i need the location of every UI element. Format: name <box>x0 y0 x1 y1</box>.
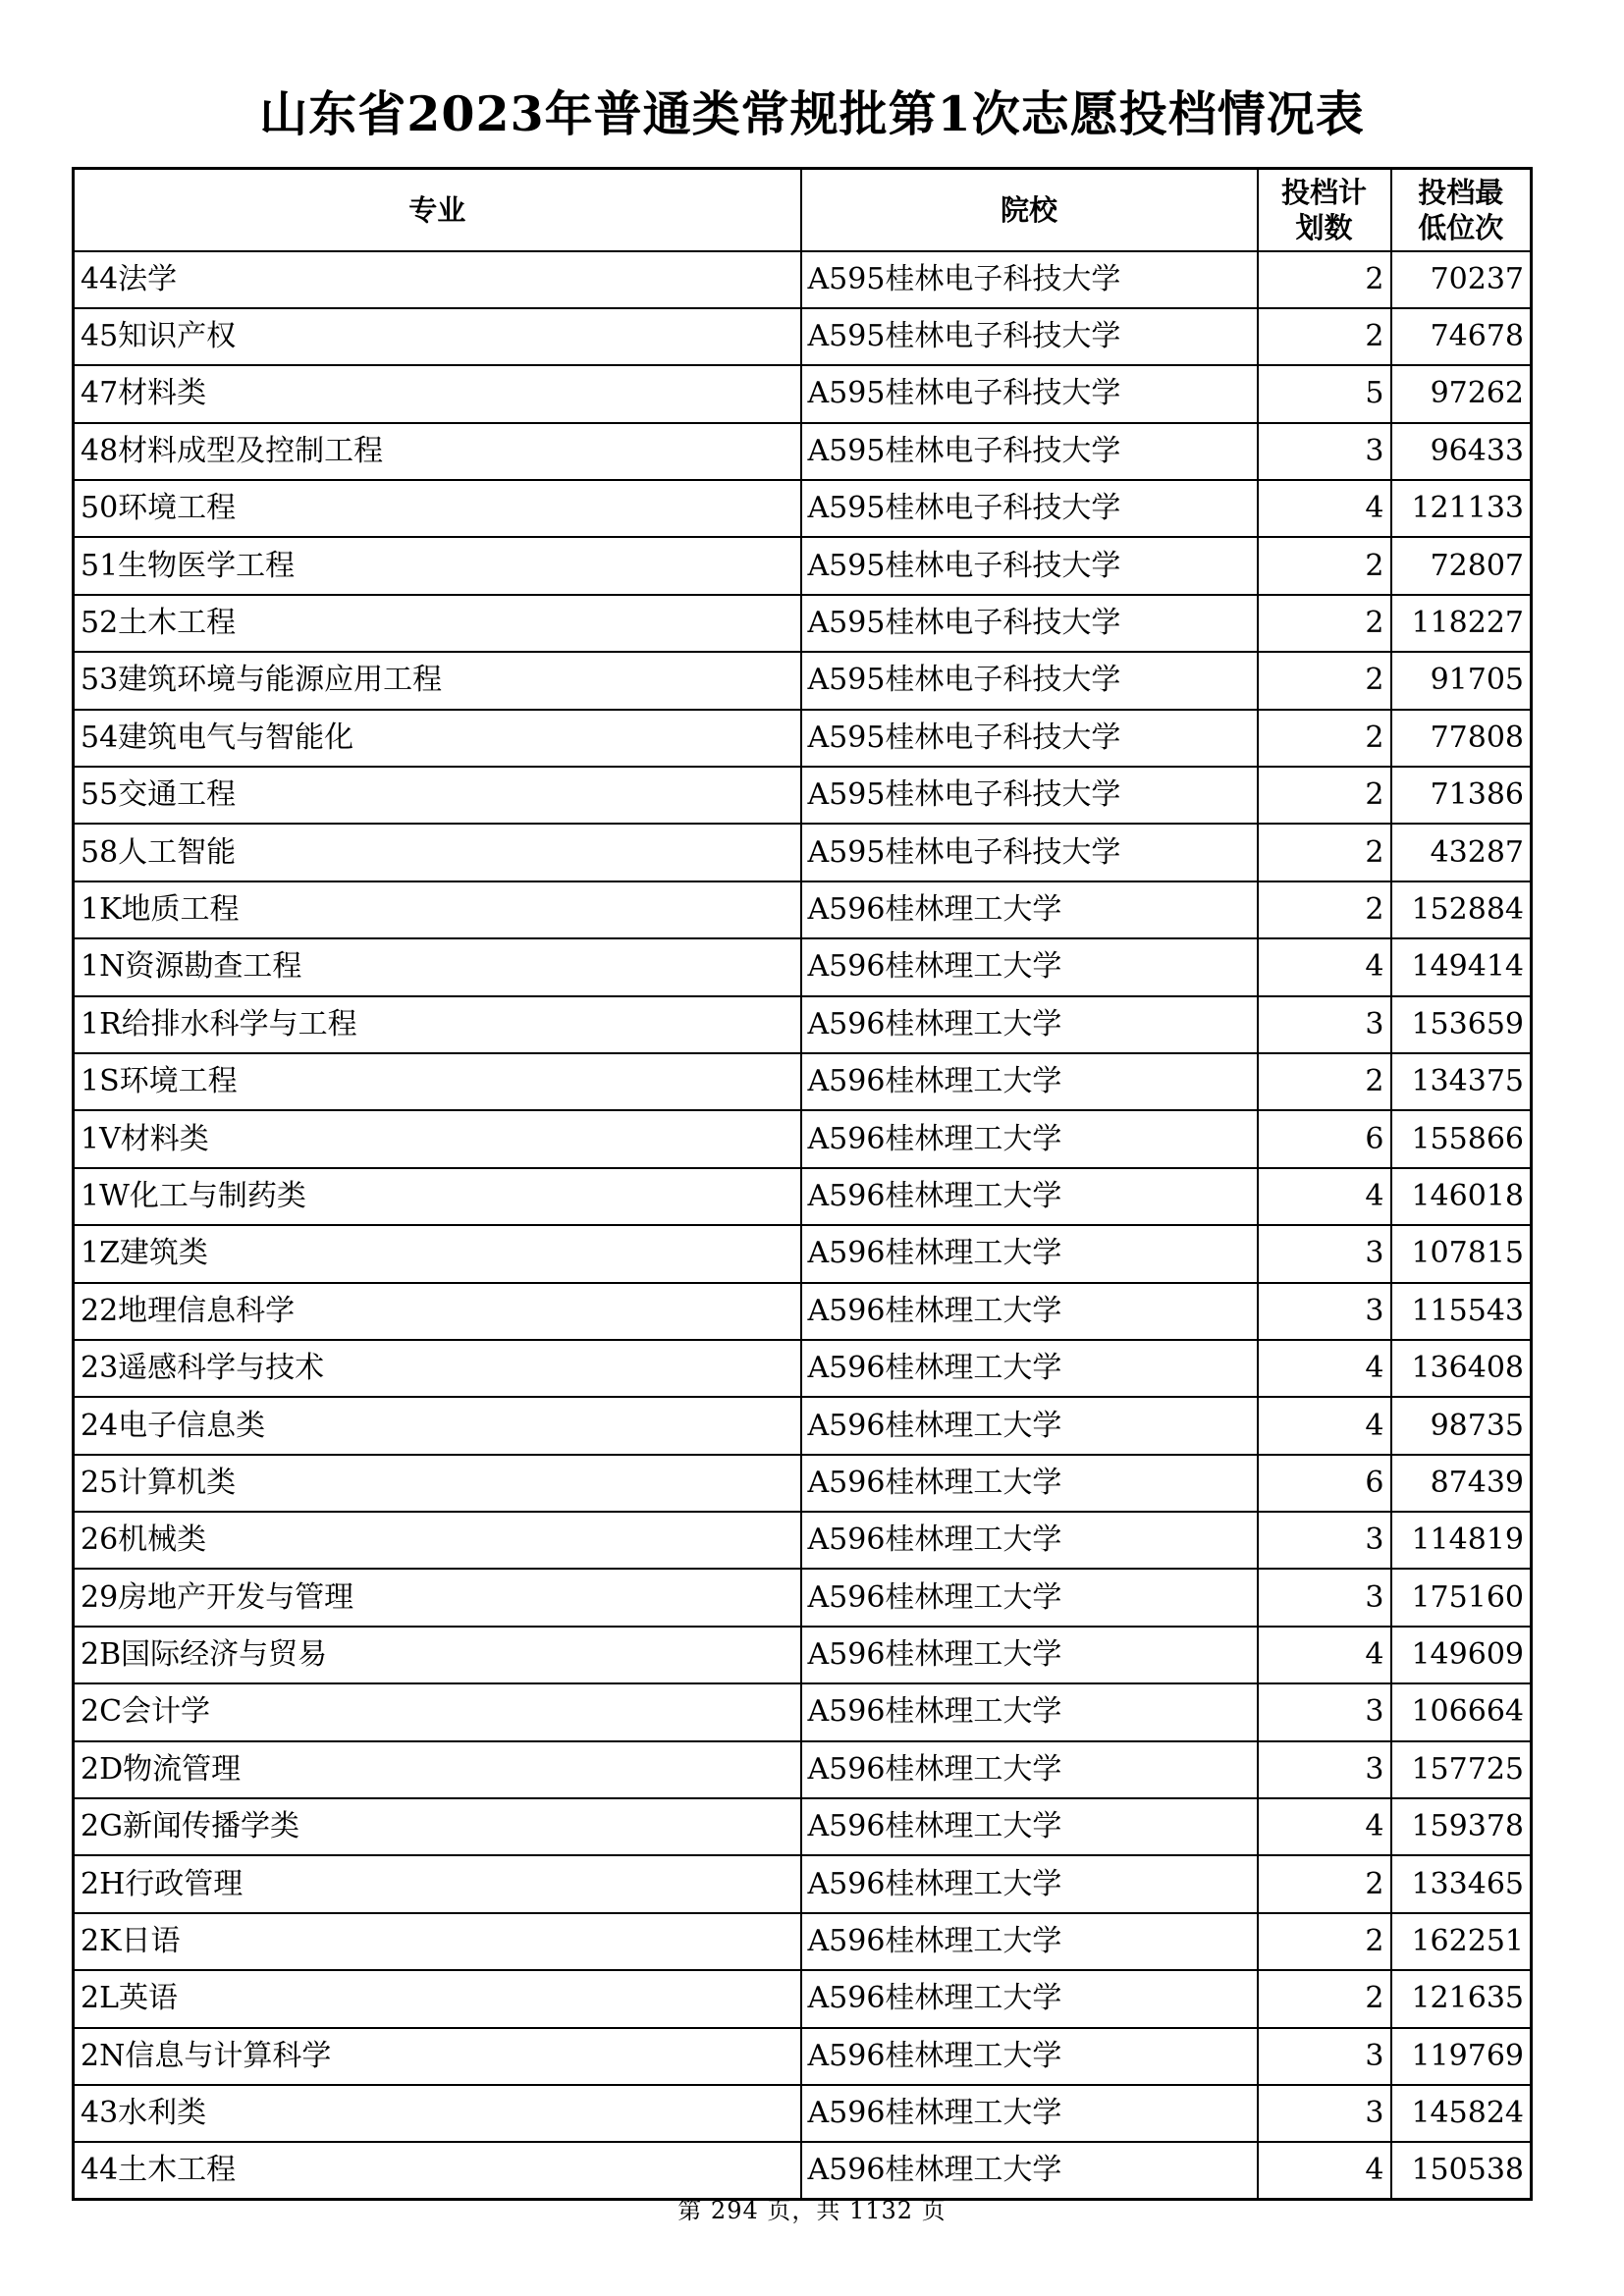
major-cell: 24电子信息类 <box>74 1397 801 1454</box>
min-rank-cell: 97262 <box>1391 365 1532 422</box>
school-cell: A595桂林电子科技大学 <box>801 423 1258 480</box>
table-row <box>74 423 1532 480</box>
min-rank-cell: 149609 <box>1391 1627 1532 1683</box>
min-rank-cell: 107815 <box>1391 1225 1532 1282</box>
school-cell: A596桂林理工大学 <box>801 1913 1258 1970</box>
plan-count-cell: 2 <box>1258 595 1391 652</box>
school-cell: A595桂林电子科技大学 <box>801 652 1258 709</box>
table-row <box>74 652 1532 709</box>
school-cell: A596桂林理工大学 <box>801 881 1258 938</box>
school-cell: A596桂林理工大学 <box>801 1512 1258 1569</box>
min-rank-cell: 72807 <box>1391 537 1532 594</box>
header-min-rank <box>1391 169 1532 251</box>
plan-count-cell: 3 <box>1258 1683 1391 1740</box>
table-row <box>74 710 1532 767</box>
major-cell: 29房地产开发与管理 <box>74 1569 801 1626</box>
table-row <box>74 824 1532 881</box>
plan-count-cell: 2 <box>1258 710 1391 767</box>
school-cell: A596桂林理工大学 <box>801 1855 1258 1912</box>
major-cell: 55交通工程 <box>74 767 801 824</box>
table-header <box>74 169 1532 251</box>
plan-count-cell: 2 <box>1258 251 1391 308</box>
plan-count-cell: 2 <box>1258 881 1391 938</box>
min-rank-cell: 74678 <box>1391 308 1532 365</box>
major-cell: 1Z建筑类 <box>74 1225 801 1282</box>
min-rank-cell: 43287 <box>1391 824 1532 881</box>
major-cell: 54建筑电气与智能化 <box>74 710 801 767</box>
table-row <box>74 1798 1532 1855</box>
plan-count-cell: 2 <box>1258 1053 1391 1110</box>
table-row <box>74 1340 1532 1397</box>
school-cell: A596桂林理工大学 <box>801 2142 1258 2200</box>
major-cell: 2D物流管理 <box>74 1741 801 1798</box>
table-row <box>74 537 1532 594</box>
plan-count-cell: 5 <box>1258 365 1391 422</box>
major-cell: 2C会计学 <box>74 1683 801 1740</box>
min-rank-cell: 121133 <box>1391 480 1532 537</box>
school-cell: A596桂林理工大学 <box>801 1283 1258 1340</box>
min-rank-cell: 175160 <box>1391 1569 1532 1626</box>
plan-count-cell: 4 <box>1258 1340 1391 1397</box>
plan-count-cell: 2 <box>1258 308 1391 365</box>
min-rank-cell: 133465 <box>1391 1855 1532 1912</box>
plan-count-cell: 3 <box>1258 996 1391 1053</box>
min-rank-cell: 145824 <box>1391 2085 1532 2142</box>
school-cell: A595桂林电子科技大学 <box>801 480 1258 537</box>
plan-count-cell: 6 <box>1258 1455 1391 1512</box>
table-row <box>74 1225 1532 1282</box>
major-cell: 2G新闻传播学类 <box>74 1798 801 1855</box>
min-rank-cell: 119769 <box>1391 2028 1532 2085</box>
school-cell: A596桂林理工大学 <box>801 1683 1258 1740</box>
header-plan-count-line2: 划数 <box>1295 210 1353 244</box>
min-rank-cell: 70237 <box>1391 251 1532 308</box>
table-row <box>74 2028 1532 2085</box>
plan-count-cell: 4 <box>1258 480 1391 537</box>
table-row <box>74 1569 1532 1626</box>
school-cell: A596桂林理工大学 <box>801 1053 1258 1110</box>
major-cell: 51生物医学工程 <box>74 537 801 594</box>
major-cell: 45知识产权 <box>74 308 801 365</box>
plan-count-cell: 3 <box>1258 1283 1391 1340</box>
plan-count-cell: 4 <box>1258 1798 1391 1855</box>
plan-count-cell: 3 <box>1258 1741 1391 1798</box>
plan-count-cell: 4 <box>1258 1627 1391 1683</box>
plan-count-cell: 2 <box>1258 537 1391 594</box>
min-rank-cell: 96433 <box>1391 423 1532 480</box>
header-plan-count <box>1258 169 1391 251</box>
table-row <box>74 996 1532 1053</box>
plan-count-cell: 4 <box>1258 1168 1391 1225</box>
min-rank-cell: 149414 <box>1391 938 1532 995</box>
school-cell: A595桂林电子科技大学 <box>801 251 1258 308</box>
school-cell: A596桂林理工大学 <box>801 1340 1258 1397</box>
plan-count-cell: 3 <box>1258 1225 1391 1282</box>
plan-count-cell: 3 <box>1258 1512 1391 1569</box>
plan-count-cell: 6 <box>1258 1110 1391 1167</box>
min-rank-cell: 118227 <box>1391 595 1532 652</box>
plan-count-cell: 2 <box>1258 824 1391 881</box>
table-row <box>74 938 1532 995</box>
school-cell: A596桂林理工大学 <box>801 1970 1258 2027</box>
plan-count-cell: 2 <box>1258 1855 1391 1912</box>
min-rank-cell: 157725 <box>1391 1741 1532 1798</box>
school-cell: A595桂林电子科技大学 <box>801 767 1258 824</box>
min-rank-cell: 162251 <box>1391 1913 1532 1970</box>
school-cell: A595桂林电子科技大学 <box>801 710 1258 767</box>
min-rank-cell: 134375 <box>1391 1053 1532 1110</box>
major-cell: 47材料类 <box>74 365 801 422</box>
min-rank-cell: 121635 <box>1391 1970 1532 2027</box>
plan-count-cell: 4 <box>1258 938 1391 995</box>
min-rank-cell: 98735 <box>1391 1397 1532 1454</box>
school-cell: A596桂林理工大学 <box>801 1741 1258 1798</box>
major-cell: 58人工智能 <box>74 824 801 881</box>
school-cell: A596桂林理工大学 <box>801 1110 1258 1167</box>
school-cell: A596桂林理工大学 <box>801 1455 1258 1512</box>
school-cell: A596桂林理工大学 <box>801 1627 1258 1683</box>
table-row <box>74 1283 1532 1340</box>
table-row <box>74 1855 1532 1912</box>
admission-table <box>72 167 1533 2201</box>
table-row <box>74 881 1532 938</box>
major-cell: 2L英语 <box>74 1970 801 2027</box>
min-rank-cell: 150538 <box>1391 2142 1532 2200</box>
major-cell: 44法学 <box>74 251 801 308</box>
table-row <box>74 365 1532 422</box>
major-cell: 23遥感科学与技术 <box>74 1340 801 1397</box>
school-cell: A595桂林电子科技大学 <box>801 824 1258 881</box>
major-cell: 1S环境工程 <box>74 1053 801 1110</box>
school-cell: A595桂林电子科技大学 <box>801 308 1258 365</box>
plan-count-cell: 3 <box>1258 2085 1391 2142</box>
header-plan-count-line1: 投档计 <box>1280 175 1367 209</box>
school-cell: A596桂林理工大学 <box>801 1798 1258 1855</box>
major-cell: 22地理信息科学 <box>74 1283 801 1340</box>
min-rank-cell: 152884 <box>1391 881 1532 938</box>
plan-count-cell: 3 <box>1258 1569 1391 1626</box>
min-rank-cell: 91705 <box>1391 652 1532 709</box>
table-row <box>74 1512 1532 1569</box>
table-row <box>74 1627 1532 1683</box>
major-cell: 2K日语 <box>74 1913 801 1970</box>
min-rank-cell: 155866 <box>1391 1110 1532 1167</box>
plan-count-cell: 3 <box>1258 423 1391 480</box>
table-row <box>74 308 1532 365</box>
major-cell: 44土木工程 <box>74 2142 801 2200</box>
table-row <box>74 1397 1532 1454</box>
major-cell: 53建筑环境与能源应用工程 <box>74 652 801 709</box>
major-cell: 48材料成型及控制工程 <box>74 423 801 480</box>
major-cell: 43水利类 <box>74 2085 801 2142</box>
major-cell: 2B国际经济与贸易 <box>74 1627 801 1683</box>
school-cell: A596桂林理工大学 <box>801 1397 1258 1454</box>
plan-count-cell: 4 <box>1258 1397 1391 1454</box>
header-major: 专业 <box>74 169 801 251</box>
table-row <box>74 1913 1532 1970</box>
plan-count-cell: 4 <box>1258 2142 1391 2200</box>
major-cell: 26机械类 <box>74 1512 801 1569</box>
header-row <box>74 169 1532 251</box>
plan-count-cell: 3 <box>1258 2028 1391 2085</box>
header-school: 院校 <box>801 169 1258 251</box>
school-cell: A595桂林电子科技大学 <box>801 365 1258 422</box>
min-rank-cell: 106664 <box>1391 1683 1532 1740</box>
school-cell: A596桂林理工大学 <box>801 996 1258 1053</box>
plan-count-cell: 2 <box>1258 1970 1391 2027</box>
min-rank-cell: 77808 <box>1391 710 1532 767</box>
table-row <box>74 480 1532 537</box>
min-rank-cell: 136408 <box>1391 1340 1532 1397</box>
header-min-rank-line2: 低位次 <box>1418 210 1504 244</box>
table-row <box>74 1455 1532 1512</box>
school-cell: A595桂林电子科技大学 <box>801 537 1258 594</box>
major-cell: 1R给排水科学与工程 <box>74 996 801 1053</box>
major-cell: 25计算机类 <box>74 1455 801 1512</box>
school-cell: A596桂林理工大学 <box>801 938 1258 995</box>
page-title: 山东省2023年普通类常规批第1次志愿投档情况表 <box>259 85 1365 142</box>
table-row <box>74 1168 1532 1225</box>
min-rank-cell: 114819 <box>1391 1512 1532 1569</box>
min-rank-cell: 159378 <box>1391 1798 1532 1855</box>
major-cell: 1V材料类 <box>74 1110 801 1167</box>
table-row <box>74 251 1532 308</box>
table-row <box>74 767 1532 824</box>
table-row <box>74 1741 1532 1798</box>
plan-count-cell: 2 <box>1258 652 1391 709</box>
table-row <box>74 1053 1532 1110</box>
school-cell: A596桂林理工大学 <box>801 2028 1258 2085</box>
major-cell: 1W化工与制药类 <box>74 1168 801 1225</box>
major-cell: 1N资源勘查工程 <box>74 938 801 995</box>
min-rank-cell: 146018 <box>1391 1168 1532 1225</box>
school-cell: A596桂林理工大学 <box>801 1569 1258 1626</box>
major-cell: 52土木工程 <box>74 595 801 652</box>
major-cell: 2H行政管理 <box>74 1855 801 1912</box>
school-cell: A596桂林理工大学 <box>801 1225 1258 1282</box>
table-body <box>74 251 1532 2200</box>
table-row <box>74 2085 1532 2142</box>
table-row <box>74 1110 1532 1167</box>
table-row <box>74 1970 1532 2027</box>
major-cell: 1K地质工程 <box>74 881 801 938</box>
min-rank-cell: 71386 <box>1391 767 1532 824</box>
school-cell: A595桂林电子科技大学 <box>801 595 1258 652</box>
school-cell: A596桂林理工大学 <box>801 2085 1258 2142</box>
min-rank-cell: 87439 <box>1391 1455 1532 1512</box>
min-rank-cell: 115543 <box>1391 1283 1532 1340</box>
table-row <box>74 1683 1532 1740</box>
header-min-rank-line1: 投档最 <box>1418 175 1504 209</box>
plan-count-cell: 2 <box>1258 1913 1391 1970</box>
table-row <box>74 595 1532 652</box>
min-rank-cell: 153659 <box>1391 996 1532 1053</box>
major-cell: 2N信息与计算科学 <box>74 2028 801 2085</box>
major-cell: 50环境工程 <box>74 480 801 537</box>
plan-count-cell: 2 <box>1258 767 1391 824</box>
school-cell: A596桂林理工大学 <box>801 1168 1258 1225</box>
page-footer: 第 294 页，共 1132 页 <box>677 2197 947 2224</box>
